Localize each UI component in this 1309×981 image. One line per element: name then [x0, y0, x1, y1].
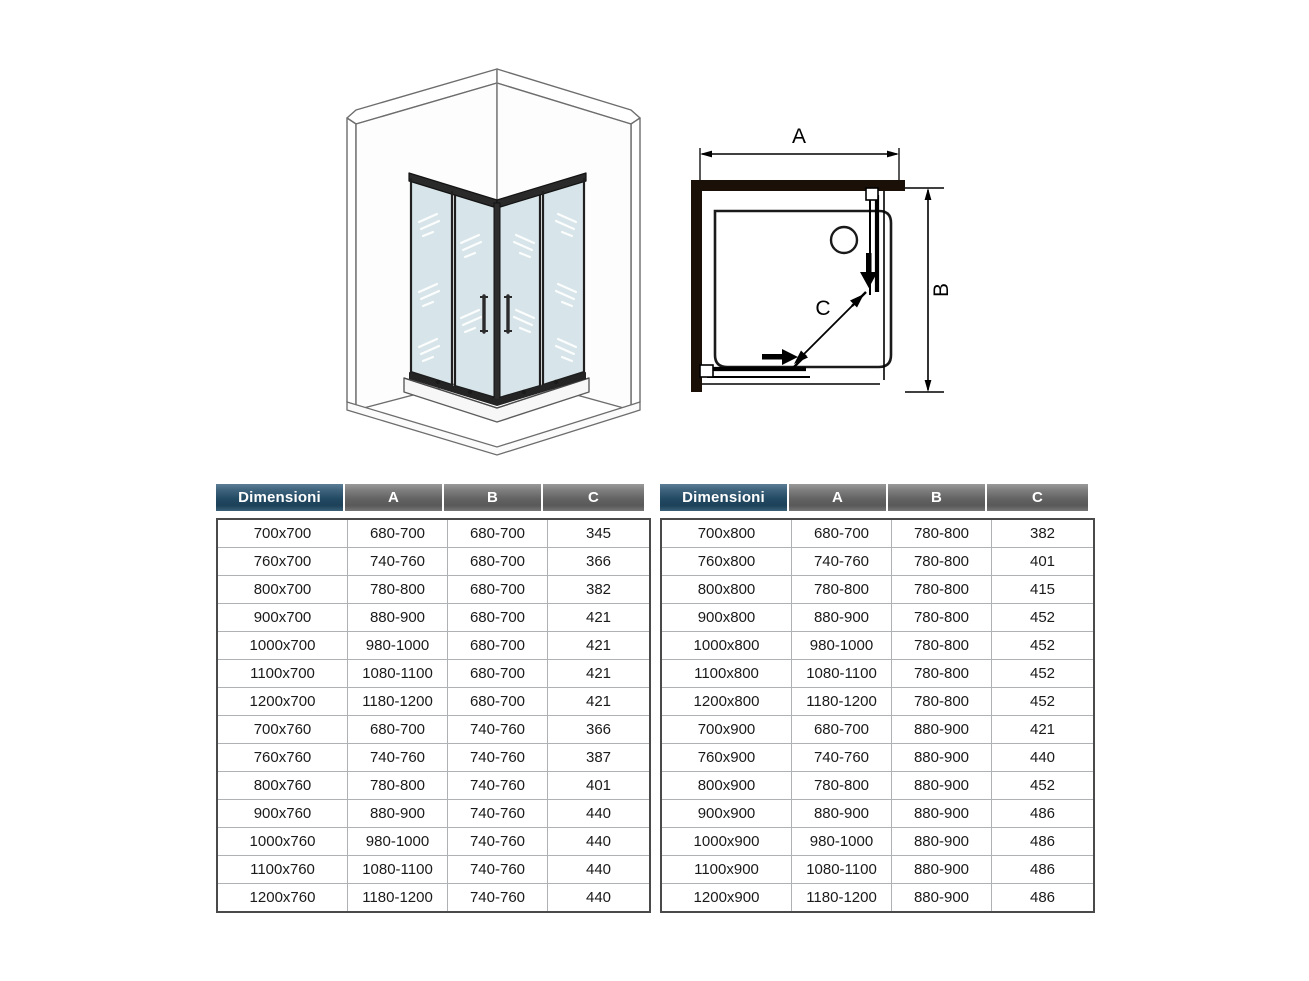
- cell-dim: 900x760: [217, 800, 348, 828]
- table-row: [661, 828, 1094, 856]
- cell-dim: 1200x760: [217, 884, 348, 913]
- table-row: [217, 548, 650, 576]
- cell-dim: 1000x760: [217, 828, 348, 856]
- cell-dim: 760x760: [217, 744, 348, 772]
- cell-c: 452: [992, 632, 1095, 660]
- cell-a: 780-800: [792, 772, 892, 800]
- dimension-table-right: [660, 484, 1088, 913]
- cell-b: 680-700: [448, 576, 548, 604]
- dimension-table-body: [216, 518, 651, 913]
- cell-c: 387: [548, 744, 651, 772]
- table-row: [217, 688, 650, 716]
- cell-b: 880-900: [892, 828, 992, 856]
- table-body-left: [217, 519, 650, 912]
- cell-c: 421: [548, 604, 651, 632]
- cell-a: 680-700: [792, 716, 892, 744]
- cell-c: 452: [992, 660, 1095, 688]
- cell-c: 421: [992, 716, 1095, 744]
- cell-a: 880-900: [348, 800, 448, 828]
- cell-b: 680-700: [448, 660, 548, 688]
- cell-b: 780-800: [892, 632, 992, 660]
- header-c: C: [543, 484, 644, 511]
- cell-b: 780-800: [892, 604, 992, 632]
- table-row: [661, 744, 1094, 772]
- cell-dim: 700x700: [217, 519, 348, 548]
- cell-a: 780-800: [348, 772, 448, 800]
- table-row: [217, 772, 650, 800]
- glass-panel-left-fixed: [411, 178, 452, 385]
- table-row: [661, 800, 1094, 828]
- cell-b: 880-900: [892, 744, 992, 772]
- table-row: [661, 688, 1094, 716]
- cell-c: 401: [548, 772, 651, 800]
- cell-c: 452: [992, 688, 1095, 716]
- header-b: B: [444, 484, 543, 511]
- cell-b: 880-900: [892, 884, 992, 913]
- cell-a: 880-900: [792, 604, 892, 632]
- table-row: [217, 660, 650, 688]
- cell-c: 421: [548, 688, 651, 716]
- cell-c: 486: [992, 828, 1095, 856]
- cell-a: 780-800: [792, 576, 892, 604]
- table-row: [217, 576, 650, 604]
- cell-a: 1080-1100: [792, 856, 892, 884]
- label-c: C: [815, 297, 831, 320]
- cell-dim: 760x800: [661, 548, 792, 576]
- glass-door-right-sliding[interactable]: [499, 192, 540, 398]
- cell-a: 740-760: [792, 548, 892, 576]
- cell-a: 780-800: [348, 576, 448, 604]
- cell-c: 440: [548, 856, 651, 884]
- cell-a: 880-900: [792, 800, 892, 828]
- label-a: A: [791, 125, 807, 148]
- cell-a: 740-760: [348, 548, 448, 576]
- cell-b: 740-760: [448, 856, 548, 884]
- table-row: [661, 716, 1094, 744]
- cell-a: 740-760: [792, 744, 892, 772]
- cell-dim: 1000x800: [661, 632, 792, 660]
- cell-c: 452: [992, 772, 1095, 800]
- cell-a: 1080-1100: [792, 660, 892, 688]
- cell-dim: 800x700: [217, 576, 348, 604]
- cell-c: 440: [992, 744, 1095, 772]
- table-row: [217, 856, 650, 884]
- cell-a: 1180-1200: [348, 884, 448, 913]
- cell-dim: 900x900: [661, 800, 792, 828]
- cell-b: 740-760: [448, 828, 548, 856]
- table-row: [661, 519, 1094, 548]
- cell-c: 382: [992, 519, 1095, 548]
- table-row: [217, 828, 650, 856]
- cell-dim: 800x800: [661, 576, 792, 604]
- cell-dim: 1200x900: [661, 884, 792, 913]
- cell-b: 780-800: [892, 688, 992, 716]
- cell-dim: 800x900: [661, 772, 792, 800]
- table-row: [661, 604, 1094, 632]
- cell-dim: 1100x800: [661, 660, 792, 688]
- cell-dim: 900x800: [661, 604, 792, 632]
- header-dimensioni: Dimensioni: [660, 484, 789, 511]
- table-row: [217, 519, 650, 548]
- cell-c: 421: [548, 660, 651, 688]
- cell-c: 486: [992, 800, 1095, 828]
- table-row: [217, 716, 650, 744]
- cell-b: 780-800: [892, 519, 992, 548]
- plan-view-drawing: [691, 125, 953, 392]
- cell-a: 1080-1100: [348, 660, 448, 688]
- drain-icon: [831, 227, 857, 253]
- cell-b: 680-700: [448, 519, 548, 548]
- table-row: [661, 856, 1094, 884]
- cell-b: 740-760: [448, 744, 548, 772]
- cell-dim: 760x900: [661, 744, 792, 772]
- table-body-right: [661, 519, 1094, 912]
- cell-b: 880-900: [892, 856, 992, 884]
- cell-a: 980-1000: [792, 632, 892, 660]
- cell-b: 680-700: [448, 632, 548, 660]
- cell-dim: 700x900: [661, 716, 792, 744]
- cell-c: 401: [992, 548, 1095, 576]
- cell-a: 880-900: [348, 604, 448, 632]
- glass-panel-right-fixed: [543, 178, 584, 385]
- cell-b: 680-700: [448, 604, 548, 632]
- header-b: B: [888, 484, 987, 511]
- cell-c: 486: [992, 884, 1095, 913]
- cell-a: 1080-1100: [348, 856, 448, 884]
- cell-b: 880-900: [892, 716, 992, 744]
- table-row: [217, 800, 650, 828]
- cell-dim: 1100x700: [217, 660, 348, 688]
- header-c: C: [987, 484, 1088, 511]
- cell-b: 680-700: [448, 548, 548, 576]
- cell-dim: 1000x700: [217, 632, 348, 660]
- cell-dim: 760x700: [217, 548, 348, 576]
- cell-a: 1180-1200: [792, 688, 892, 716]
- table-row: [217, 744, 650, 772]
- cell-b: 680-700: [448, 688, 548, 716]
- header-dimensioni: Dimensioni: [216, 484, 345, 511]
- cell-a: 680-700: [348, 519, 448, 548]
- cell-a: 1180-1200: [348, 688, 448, 716]
- table-row: [661, 548, 1094, 576]
- cell-b: 740-760: [448, 716, 548, 744]
- cell-dim: 800x760: [217, 772, 348, 800]
- cell-dim: 1100x900: [661, 856, 792, 884]
- cell-b: 740-760: [448, 884, 548, 913]
- cell-b: 780-800: [892, 660, 992, 688]
- plan-shower-tray: [715, 211, 891, 367]
- dimension-table-body: [660, 518, 1095, 913]
- cell-b: 780-800: [892, 576, 992, 604]
- cell-a: 980-1000: [348, 828, 448, 856]
- cell-c: 452: [992, 604, 1095, 632]
- corner-post: [494, 203, 500, 400]
- table-row: [217, 632, 650, 660]
- cell-c: 421: [548, 632, 651, 660]
- cell-c: 440: [548, 828, 651, 856]
- cell-a: 740-760: [348, 744, 448, 772]
- cell-a: 980-1000: [792, 828, 892, 856]
- cell-b: 780-800: [892, 548, 992, 576]
- header-a: A: [789, 484, 888, 511]
- cell-a: 680-700: [348, 716, 448, 744]
- technical-drawings: [0, 0, 1309, 470]
- cell-c: 366: [548, 716, 651, 744]
- cell-c: 345: [548, 519, 651, 548]
- cell-c: 486: [992, 856, 1095, 884]
- cell-dim: 1200x800: [661, 688, 792, 716]
- cell-dim: 1200x700: [217, 688, 348, 716]
- cell-dim: 700x760: [217, 716, 348, 744]
- cell-c: 366: [548, 548, 651, 576]
- cell-dim: 900x700: [217, 604, 348, 632]
- isometric-enclosure-drawing: [347, 69, 640, 455]
- cell-c: 440: [548, 800, 651, 828]
- dimension-table-left: [216, 484, 644, 913]
- cell-a: 1180-1200: [792, 884, 892, 913]
- cell-c: 440: [548, 884, 651, 913]
- label-b: B: [930, 282, 953, 298]
- cell-a: 680-700: [792, 519, 892, 548]
- header-a: A: [345, 484, 444, 511]
- cell-b: 880-900: [892, 772, 992, 800]
- table-row: [661, 772, 1094, 800]
- table-row: [217, 604, 650, 632]
- cell-a: 980-1000: [348, 632, 448, 660]
- cell-b: 880-900: [892, 800, 992, 828]
- cell-c: 415: [992, 576, 1095, 604]
- cell-c: 382: [548, 576, 651, 604]
- table-row: [661, 884, 1094, 913]
- cell-dim: 700x800: [661, 519, 792, 548]
- cell-dim: 1100x760: [217, 856, 348, 884]
- table-header-row: [660, 484, 1088, 511]
- table-row: [661, 576, 1094, 604]
- cell-b: 740-760: [448, 800, 548, 828]
- table-row: [217, 884, 650, 913]
- glass-door-left-sliding[interactable]: [455, 192, 496, 398]
- cell-b: 740-760: [448, 772, 548, 800]
- cell-dim: 1000x900: [661, 828, 792, 856]
- table-row: [661, 632, 1094, 660]
- table-row: [661, 660, 1094, 688]
- table-header-row: [216, 484, 644, 511]
